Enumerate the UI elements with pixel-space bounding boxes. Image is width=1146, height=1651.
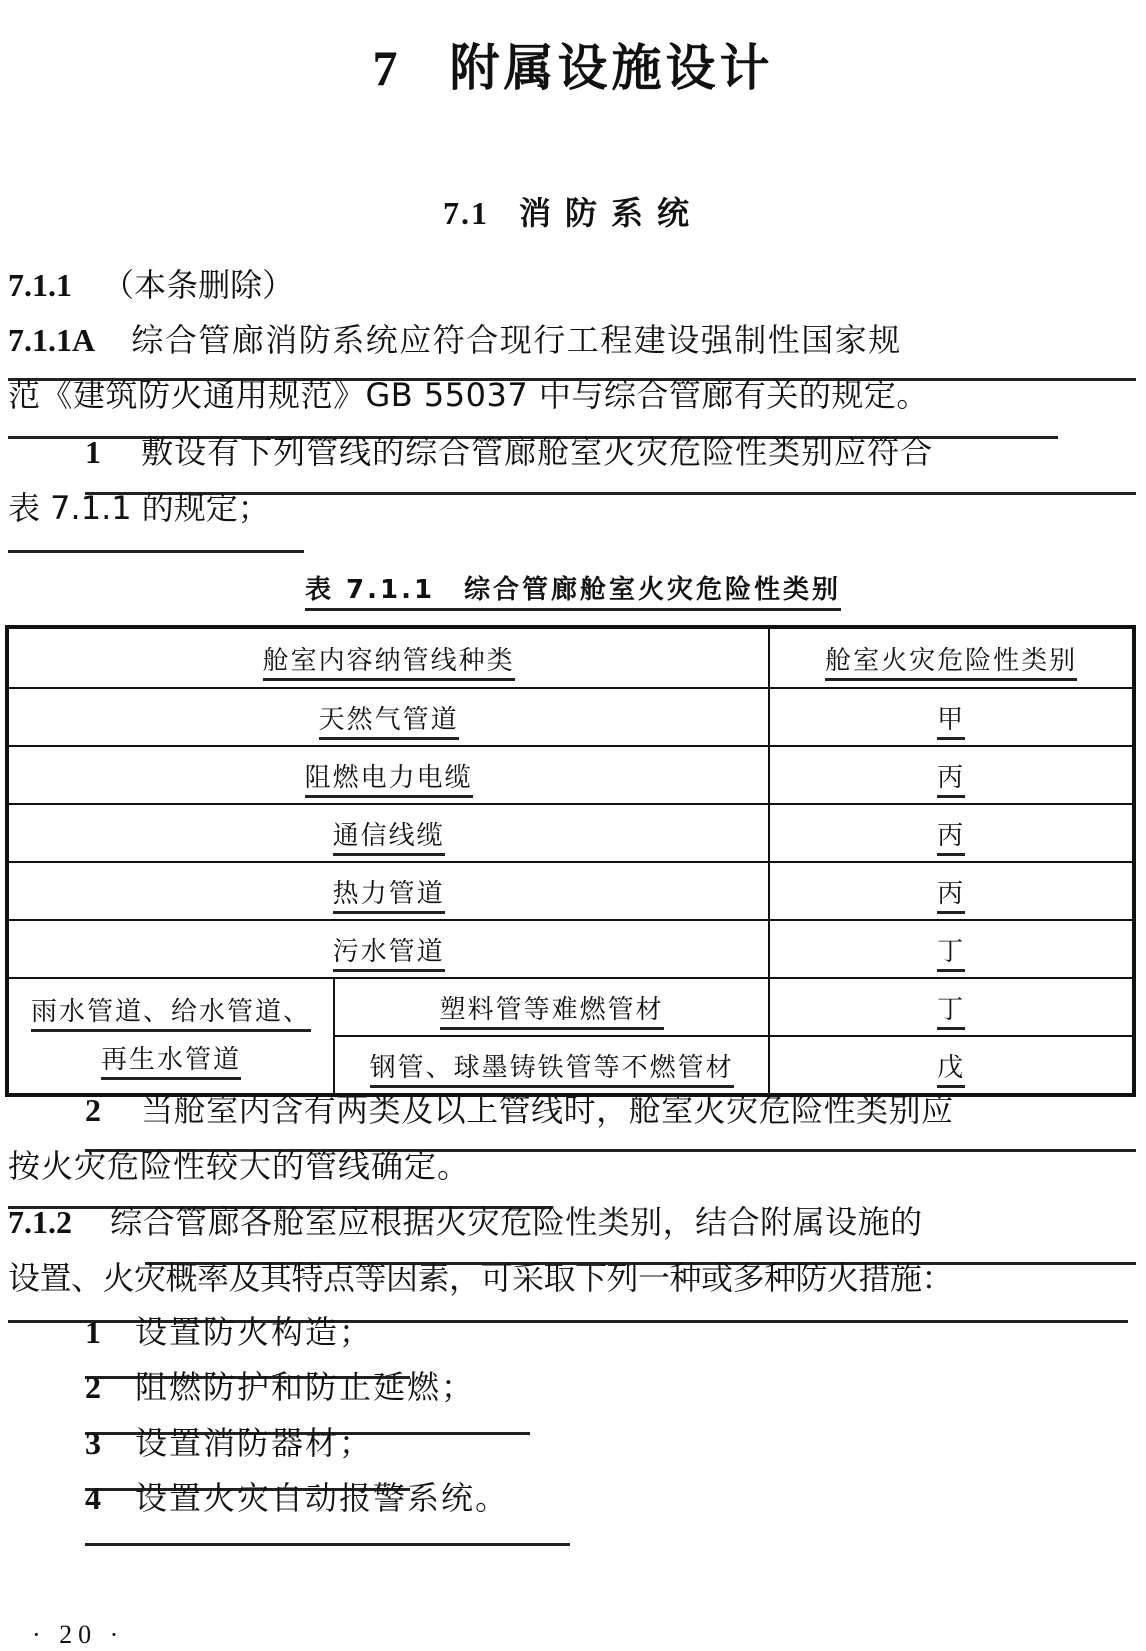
hazard-class-cell: 丙 <box>769 746 1134 804</box>
pipeline-type-cell: 热力管道 <box>7 862 769 920</box>
header-cell: 舱室火灾危险性类别 <box>769 627 1134 688</box>
section-title-text: 消防系统 <box>518 194 703 232</box>
table-row <box>7 978 1134 1036</box>
clause-number: 7.1.2 <box>8 1204 72 1240</box>
hazard-class-cell: 戊 <box>769 1036 1134 1095</box>
clause-7-1-1a-item1-line1 <box>85 432 933 472</box>
clause-7-1-1a-item2-line2: 按火灾危险性较大的管线确定。 <box>8 1147 471 1185</box>
hazard-class-cell: 丁 <box>769 978 1134 1036</box>
measure-item-1: 1 设置防火构造； <box>85 1313 374 1351</box>
measure-item-3: 3 设置消防器材； <box>85 1424 374 1462</box>
clause-7-1-1 <box>8 265 294 305</box>
pipeline-type-cell: 通信线缆 <box>7 804 769 862</box>
pipeline-type-cell: 阻燃电力电缆 <box>7 746 769 804</box>
chapter-title-text: 附属设施设计 <box>449 39 774 97</box>
item-number: 2 <box>85 1092 101 1128</box>
clause-text: 综合管廊消防系统应符合现行工程建设强制性国家规 <box>131 321 902 359</box>
clause-text: （本条删除） <box>102 266 295 304</box>
clause-7-1-1a-line2: 范《建筑防火通用规范》GB 55037 中与综合管廊有关的规定。 <box>8 376 929 414</box>
clause-number: 7.1.1A <box>8 322 96 358</box>
clause-number: 7.1.1 <box>8 267 72 303</box>
underline <box>85 1543 570 1546</box>
material-cell: 钢管、球墨铸铁管等不燃管材 <box>334 1036 769 1095</box>
table-row <box>7 746 1134 804</box>
clause-text: 综合管廊各舱室应根据火灾危险性类别，结合附属设施的 <box>110 1203 923 1241</box>
hazard-class-cell: 甲 <box>769 688 1134 746</box>
item-text: 当舱室内含有两类及以上管线时，舱室火灾危险性类别应 <box>141 1091 954 1129</box>
underline <box>8 550 304 553</box>
chapter-title <box>0 28 1146 100</box>
fire-hazard-table <box>5 625 1136 1097</box>
clause-7-1-1a-item2-line1 <box>85 1090 954 1130</box>
pipeline-type-cell: 天然气管道 <box>7 688 769 746</box>
hazard-class-cell: 丙 <box>769 804 1134 862</box>
page-number: · 20 · <box>32 1620 125 1649</box>
table-row <box>7 804 1134 862</box>
section-title <box>0 188 1146 234</box>
item-text: 敷设有下列管线的综合管廊舱室火灾危险性类别应符合 <box>141 433 934 471</box>
section-number: 7.1 <box>442 195 489 231</box>
table-caption-text: 表 7.1.1 综合管廊舱室火灾危险性类别 <box>305 575 841 611</box>
item-number: 1 <box>85 434 101 470</box>
chapter-number: 7 <box>372 40 402 96</box>
table-row <box>7 862 1134 920</box>
clause-7-1-1a-line1 <box>8 320 902 360</box>
hazard-class-cell: 丙 <box>769 862 1134 920</box>
measure-item-4: 4 设置火灾自动报警系统。 <box>85 1479 510 1517</box>
hazard-class-cell: 丁 <box>769 920 1134 978</box>
clause-7-1-2-line2: 设置、火灾概率及其特点等因素，可采取下列一种或多种防火措施： <box>8 1259 954 1297</box>
table-header-row <box>7 627 1134 688</box>
table-row <box>7 920 1134 978</box>
clause-7-1-1a-item1-line2: 表 7.1.1 的规定； <box>8 489 270 527</box>
table-row <box>7 688 1134 746</box>
clause-7-1-2-line1 <box>8 1202 923 1242</box>
material-cell: 塑料管等难燃管材 <box>334 978 769 1036</box>
pipeline-type-cell: 污水管道 <box>7 920 769 978</box>
table-caption <box>0 569 1146 606</box>
header-cell: 舱室内容纳管线种类 <box>7 627 769 688</box>
measure-item-2: 2 阻燃防护和防止延燃； <box>85 1368 476 1406</box>
pipeline-group-cell: 雨水管道、给水管道、 再生水管道 <box>7 978 334 1095</box>
